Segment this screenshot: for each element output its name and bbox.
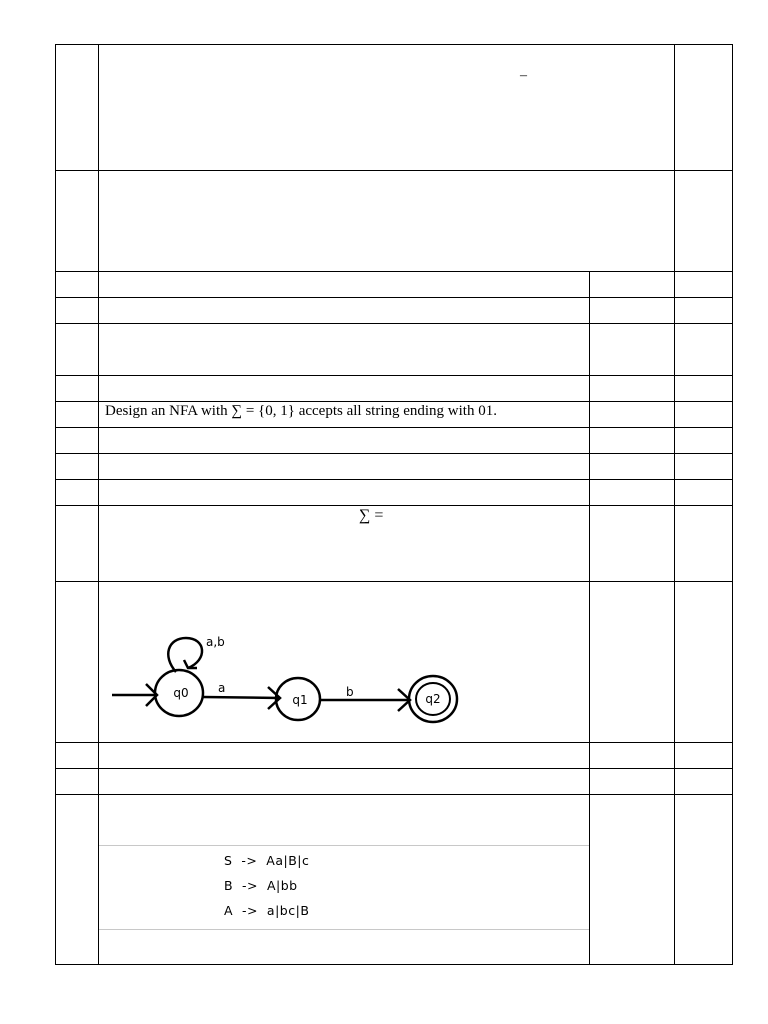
header-mark: – xyxy=(520,68,527,83)
row-border xyxy=(55,401,733,402)
state-q1 xyxy=(276,678,320,720)
grammar-line-1: S -> Aa|B|c xyxy=(224,853,310,868)
transition-q1-q2-label: b xyxy=(346,685,354,699)
grammar-bottom-rule xyxy=(99,929,589,930)
transition-q0-q1 xyxy=(203,697,280,698)
state-q1-label: q1 xyxy=(292,693,308,707)
transition-q0-q1-label: a xyxy=(218,681,226,695)
state-q0 xyxy=(155,670,203,716)
row-border xyxy=(55,427,733,428)
state-q2-outer xyxy=(409,676,457,722)
question-text: Design an NFA with ∑ = {0, 1} accepts all string ending with 01. xyxy=(105,403,497,419)
state-q0-label: q0 xyxy=(173,686,189,700)
transition-q1-q2-head xyxy=(398,689,410,711)
row-border xyxy=(55,44,733,45)
row-border xyxy=(55,453,733,454)
self-loop-arrow-head xyxy=(184,660,197,668)
row-border xyxy=(55,794,733,795)
transition-q0-q1-head xyxy=(268,687,280,709)
grammar-line-3: A -> a|bc|B xyxy=(224,903,310,918)
self-loop-q0 xyxy=(168,638,202,672)
row-border xyxy=(55,479,733,480)
row-border xyxy=(55,297,733,298)
row-border xyxy=(55,581,733,582)
row-border xyxy=(55,505,733,506)
start-arrow-head xyxy=(146,684,157,706)
grammar-top-rule xyxy=(99,845,589,846)
row-border xyxy=(55,170,733,171)
row-border xyxy=(55,964,733,965)
state-q2-label: q2 xyxy=(425,692,441,706)
row-border xyxy=(55,768,733,769)
row-border xyxy=(55,323,733,324)
sigma-text: ∑ = xyxy=(359,507,384,524)
self-loop-label: a,b xyxy=(206,635,225,649)
grammar-line-2: B -> A|bb xyxy=(224,878,298,893)
row-border xyxy=(55,271,733,272)
state-q2-inner xyxy=(416,683,450,715)
row-border xyxy=(55,375,733,376)
row-border xyxy=(55,742,733,743)
